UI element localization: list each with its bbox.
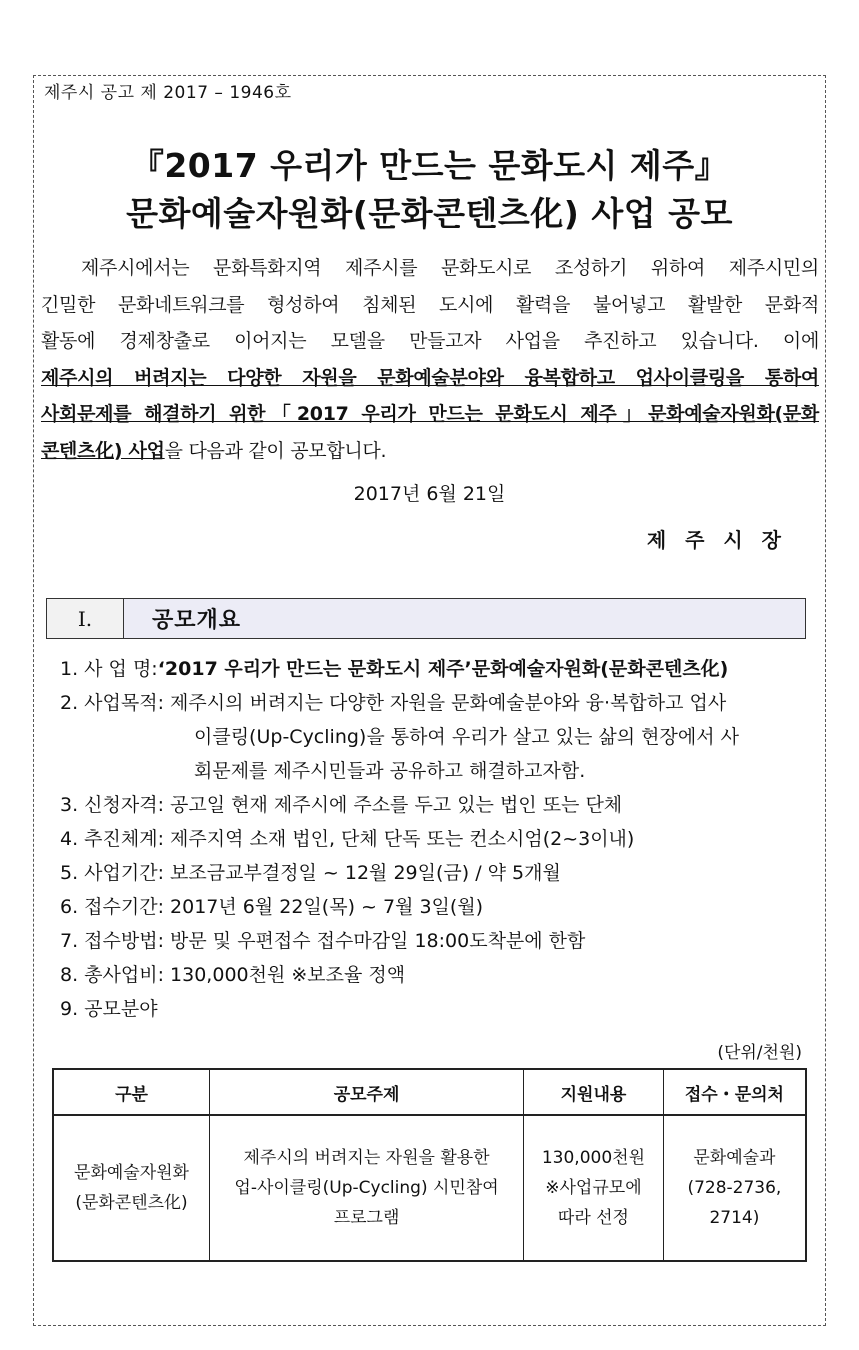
recruitment-table — [52, 1068, 807, 1262]
title-line-2: 문화예술자원화(문화콘텐츠化) 사업 공모 — [126, 194, 733, 233]
section-header — [46, 598, 806, 639]
cell-line: (728-2736, — [687, 1178, 782, 1198]
item-label: 1. 사 업 명: — [60, 658, 158, 680]
table-header-row — [53, 1069, 806, 1115]
list-item — [60, 992, 820, 1026]
intro-paragraph — [41, 250, 819, 469]
item-label: 8. 총사업비: — [60, 964, 164, 986]
cell-line: (문화콘텐츠化) — [75, 1193, 188, 1213]
column-header: 접수・문의처 — [663, 1069, 806, 1115]
intro-line: 활동에 경제창출로 이어지는 모델을 만들고자 사업을 추진하고 있습니다. 이에 — [41, 330, 819, 352]
item-value: 공고일 현재 제주시에 주소를 두고 있는 법인 또는 단체 — [170, 794, 623, 816]
table-cell-theme — [210, 1115, 524, 1261]
item-value-continued: 이클링(Up-Cycling)을 통하여 우리가 살고 있는 삶의 현장에서 사 — [194, 726, 739, 748]
cell-line: 문화예술자원화 — [74, 1163, 189, 1183]
notice-date: 2017년 6월 21일 — [353, 483, 506, 505]
intro-line-emphasis: 사회문제를 해결하기 위한「2017 우리가 만드는 문화도시 제주」문화예술자원화(문화 — [41, 403, 819, 425]
cell-line: 130,000천원 — [541, 1148, 646, 1168]
list-item — [60, 822, 820, 856]
title-line-1: 『2017 우리가 만드는 문화도시 제주』 — [130, 146, 729, 185]
item-value: ‘2017 우리가 만드는 문화도시 제주’문화예술자원화(문화콘텐츠化) — [157, 658, 729, 680]
intro-line — [41, 433, 819, 470]
table-cell-contact — [663, 1115, 806, 1261]
cell-line: 프로그램 — [333, 1208, 400, 1228]
item-value: 2017년 6월 22일(목) ~ 7월 3일(월) — [170, 896, 484, 918]
item-value: 제주지역 소재 법인, 단체 단독 또는 컨소시엄(2~3이내) — [170, 828, 635, 850]
list-item — [60, 652, 820, 686]
cell-line: ※사업규모에 — [545, 1178, 642, 1198]
item-label: 5. 사업기간: — [60, 862, 164, 884]
list-item — [60, 924, 820, 958]
list-item — [60, 856, 820, 890]
section-title: 공모개요 — [152, 608, 242, 633]
cell-line: 2714) — [709, 1208, 760, 1228]
item-label: 4. 추진체계: — [60, 828, 164, 850]
cell-line: 업-사이클링(Up-Cycling) 시민참여 — [234, 1178, 499, 1198]
item-value: 130,000천원 ※보조율 정액 — [170, 964, 406, 986]
overview-list — [60, 652, 820, 1026]
column-header: 공모주제 — [210, 1069, 524, 1115]
unit-note: (단위/천원) — [717, 1043, 802, 1063]
list-item — [60, 958, 820, 992]
cell-line: 제주시의 버려지는 자원을 활용한 — [243, 1148, 490, 1168]
intro-text: 을 다음과 같이 공모합니다. — [164, 439, 387, 462]
column-header: 구분 — [53, 1069, 210, 1115]
item-label: 2. 사업목적: — [60, 692, 164, 714]
item-label: 3. 신청자격: — [60, 794, 164, 816]
item-value: 제주시의 버려지는 다양한 자원을 문화예술분야와 융·복합하고 업사 — [170, 692, 727, 714]
intro-emphasis: 콘텐츠化) 사업 — [41, 439, 165, 462]
table-row — [53, 1115, 806, 1261]
intro-line: 제주시에서는 문화특화지역 제주시를 문화도시로 조성하기 위하여 제주시민의 — [81, 257, 819, 279]
item-label: 9. 공모분야 — [60, 998, 158, 1020]
section-number: Ⅰ. — [47, 599, 124, 638]
item-label: 6. 접수기간: — [60, 896, 164, 918]
table-cell-category — [53, 1115, 210, 1261]
signer: 제 주 시 장 — [646, 528, 787, 552]
intro-line: 긴밀한 문화네트워크를 형성하여 침체된 도시에 활력을 불어넣고 활발한 문화적 — [41, 293, 819, 316]
table-cell-support — [524, 1115, 664, 1261]
list-item — [60, 686, 820, 788]
item-value: 방문 및 우편접수 접수마감일 18:00도착분에 한함 — [170, 930, 586, 952]
column-header: 지원내용 — [524, 1069, 664, 1115]
cell-line: 문화예술과 — [693, 1148, 776, 1168]
item-value-continued: 회문제를 제주시민들과 공유하고 해결하고자함. — [194, 760, 586, 782]
item-value: 보조금교부결정일 ~ 12월 29일(금) / 약 5개월 — [170, 862, 561, 884]
list-item — [60, 890, 820, 924]
list-item — [60, 788, 820, 822]
item-label: 7. 접수방법: — [60, 930, 164, 952]
intro-line-emphasis: 제주시의 버려지는 다양한 자원을 문화예술분야와 융복합하고 업사이클링을 통하여 — [41, 366, 819, 389]
cell-line: 따라 선정 — [557, 1208, 629, 1228]
notice-number: 제주시 공고 제 2017 – 1946호 — [44, 83, 292, 103]
